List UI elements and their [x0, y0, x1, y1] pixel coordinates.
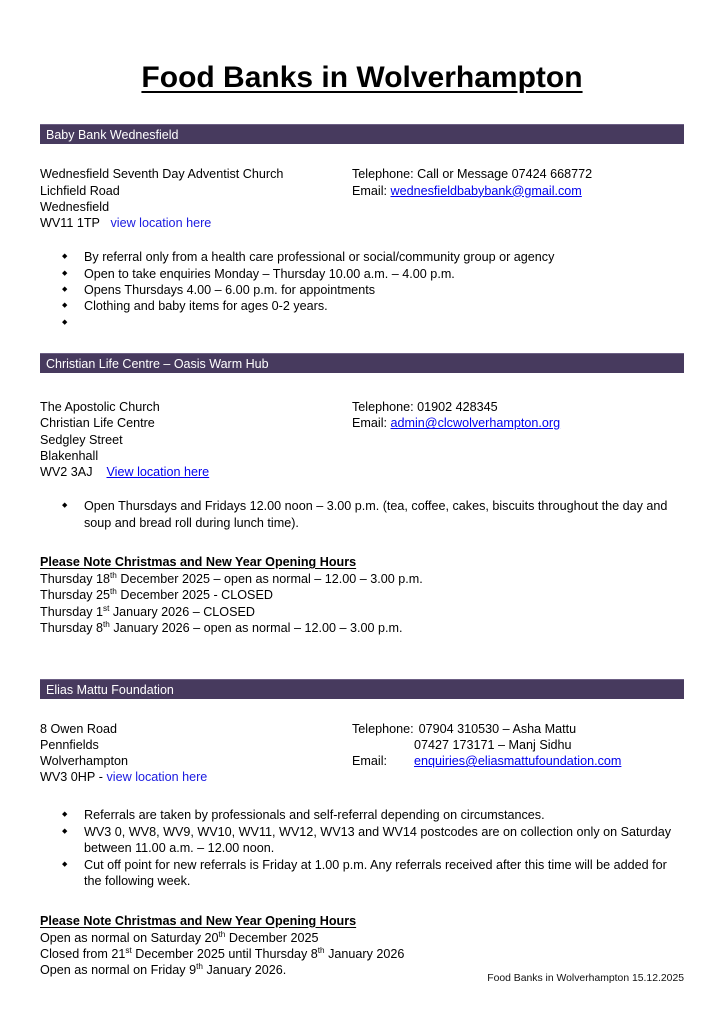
postcode: WV3 0HP: [40, 770, 96, 785]
telephone-line: [352, 166, 684, 182]
telephone-line: [352, 399, 684, 415]
map-location-link[interactable]: view location here: [106, 770, 208, 785]
email-link[interactable]: wednesfieldbabybank@gmail.com: [390, 183, 582, 198]
email-line: [352, 183, 684, 199]
contact-details-column: [352, 166, 684, 231]
list-item-empty: [60, 315, 684, 331]
note-heading: Please Note Christmas and New Year Opening Hours: [40, 555, 357, 570]
contact-details-column: [352, 399, 684, 480]
map-location-link[interactable]: View location here: [106, 465, 210, 480]
note-lines: [40, 571, 684, 637]
section-baby-bank-wednesfield: [40, 124, 684, 331]
telephone-label-spacer: [352, 737, 414, 753]
email-label: Email:: [352, 183, 387, 198]
postcode-line: [40, 769, 352, 785]
address-column: [40, 399, 352, 480]
note-line: Thursday 8th January 2026 – open as normal – 12.00 – 3.00 p.m.: [40, 620, 403, 636]
contact-block: [40, 399, 684, 480]
christmas-hours-note: [40, 912, 684, 979]
email-link[interactable]: enquiries@eliasmattufoundation.com: [414, 754, 622, 769]
address-line: The Apostolic Church: [40, 400, 160, 415]
christmas-hours-note: [40, 553, 684, 637]
postcode-separator: -: [98, 770, 103, 785]
section-heading-bar: Christian Life Centre – Oasis Warm Hub: [40, 353, 684, 373]
list-item: ◆ Open to take enquiries Monday – Thursday 10.00 a.m. – 4.00 p.m.: [60, 266, 684, 282]
telephone-value: 01902 428345: [417, 400, 498, 415]
postcode: WV2 3AJ: [40, 465, 93, 480]
section-christian-life-centre: [40, 353, 684, 636]
postcode-line: [40, 215, 352, 231]
page-title-text: Food Banks in Wolverhampton: [141, 61, 583, 94]
note-heading: Please Note Christmas and New Year Opening Hours: [40, 913, 357, 928]
note-line: Thursday 25th December 2025 - CLOSED: [40, 587, 273, 603]
telephone-label: Telephone:: [352, 721, 414, 736]
address-line: Pennfields: [40, 737, 99, 752]
telephone-label: Telephone:: [352, 400, 414, 415]
note-line: Closed from 21st December 2025 until Thursday 8th January 2026: [40, 945, 405, 961]
address-column: [40, 166, 352, 231]
address-line: Wednesfield Seventh Day Adventist Church: [40, 167, 284, 182]
email-line: [352, 415, 684, 431]
contact-block: [40, 721, 684, 786]
address-line: Christian Life Centre: [40, 416, 155, 431]
list-item: ◆ Referrals are taken by professionals and self-referral depending on circumstances.: [60, 807, 684, 823]
bullet-list: [40, 498, 684, 531]
list-item: ◆ Cut off point for new referrals is Friday at 1.00 p.m. Any referrals received after this time will be added for the following week.: [60, 857, 684, 890]
note-line: Open as normal on Friday 9th January 2026.: [40, 962, 287, 978]
telephone-value-secondary: 07427 173171 – Manj Sidhu: [414, 737, 572, 752]
note-line: Open as normal on Saturday 20th December 2025: [40, 929, 319, 945]
email-label: Email:: [352, 416, 387, 431]
postcode: WV11 1TP: [40, 216, 100, 230]
address-line: Blakenhall: [40, 448, 99, 463]
list-item: ◆ By referral only from a health care professional or social/community group or agency: [60, 249, 684, 265]
email-label: Email:: [352, 754, 387, 769]
map-location-link[interactable]: view location here: [110, 216, 212, 230]
bullet-list: [40, 249, 684, 331]
address-column: [40, 721, 352, 786]
section-heading-bar: Baby Bank Wednesfield: [40, 124, 684, 144]
page-footer: Food Banks in Wolverhampton 15.12.2025: [487, 973, 684, 984]
list-item: ◆ WV3 0, WV8, WV9, WV10, WV11, WV12, WV13 and WV14 postcodes are on collection only on Saturday between 11.00 a.m. – 12.00 noon.: [60, 824, 684, 857]
telephone-line: [352, 721, 684, 737]
address-line: 8 Owen Road: [40, 721, 118, 736]
note-line: Thursday 18th December 2025 – open as normal – 12.00 – 3.00 p.m.: [40, 570, 423, 587]
bullet-list: [40, 807, 684, 889]
address-line: Wednesfield: [40, 199, 110, 214]
contact-details-column: [352, 721, 684, 786]
address-line: Lichfield Road: [40, 183, 120, 198]
address-line: Wolverhampton: [40, 754, 128, 769]
address-line: Sedgley Street: [40, 432, 123, 447]
telephone-label: Telephone:: [352, 167, 414, 182]
telephone-value: 07904 310530 – Asha Mattu: [418, 721, 577, 736]
contact-block: [40, 166, 684, 231]
postcode-line: [40, 464, 352, 480]
telephone-line-secondary: [352, 737, 684, 753]
note-line: Thursday 1st January 2026 – CLOSED: [40, 603, 255, 619]
list-item: ◆ Open Thursdays and Fridays 12.00 noon – 3.00 p.m. (tea, coffee, cakes, biscuits throughout the day and soup and bread roll during lunch time).: [60, 498, 684, 531]
email-line: [352, 753, 684, 769]
email-link[interactable]: admin@clcwolverhampton.org: [390, 416, 561, 431]
telephone-value: Call or Message 07424 668772: [417, 167, 593, 182]
section-elias-mattu-foundation: [40, 679, 684, 979]
section-heading-bar: Elias Mattu Foundation: [40, 679, 684, 699]
list-item: ◆ Opens Thursdays 4.00 – 6.00 p.m. for appointments: [60, 282, 684, 298]
page-title: [40, 0, 684, 94]
list-item: ◆ Clothing and baby items for ages 0-2 years.: [60, 298, 684, 314]
